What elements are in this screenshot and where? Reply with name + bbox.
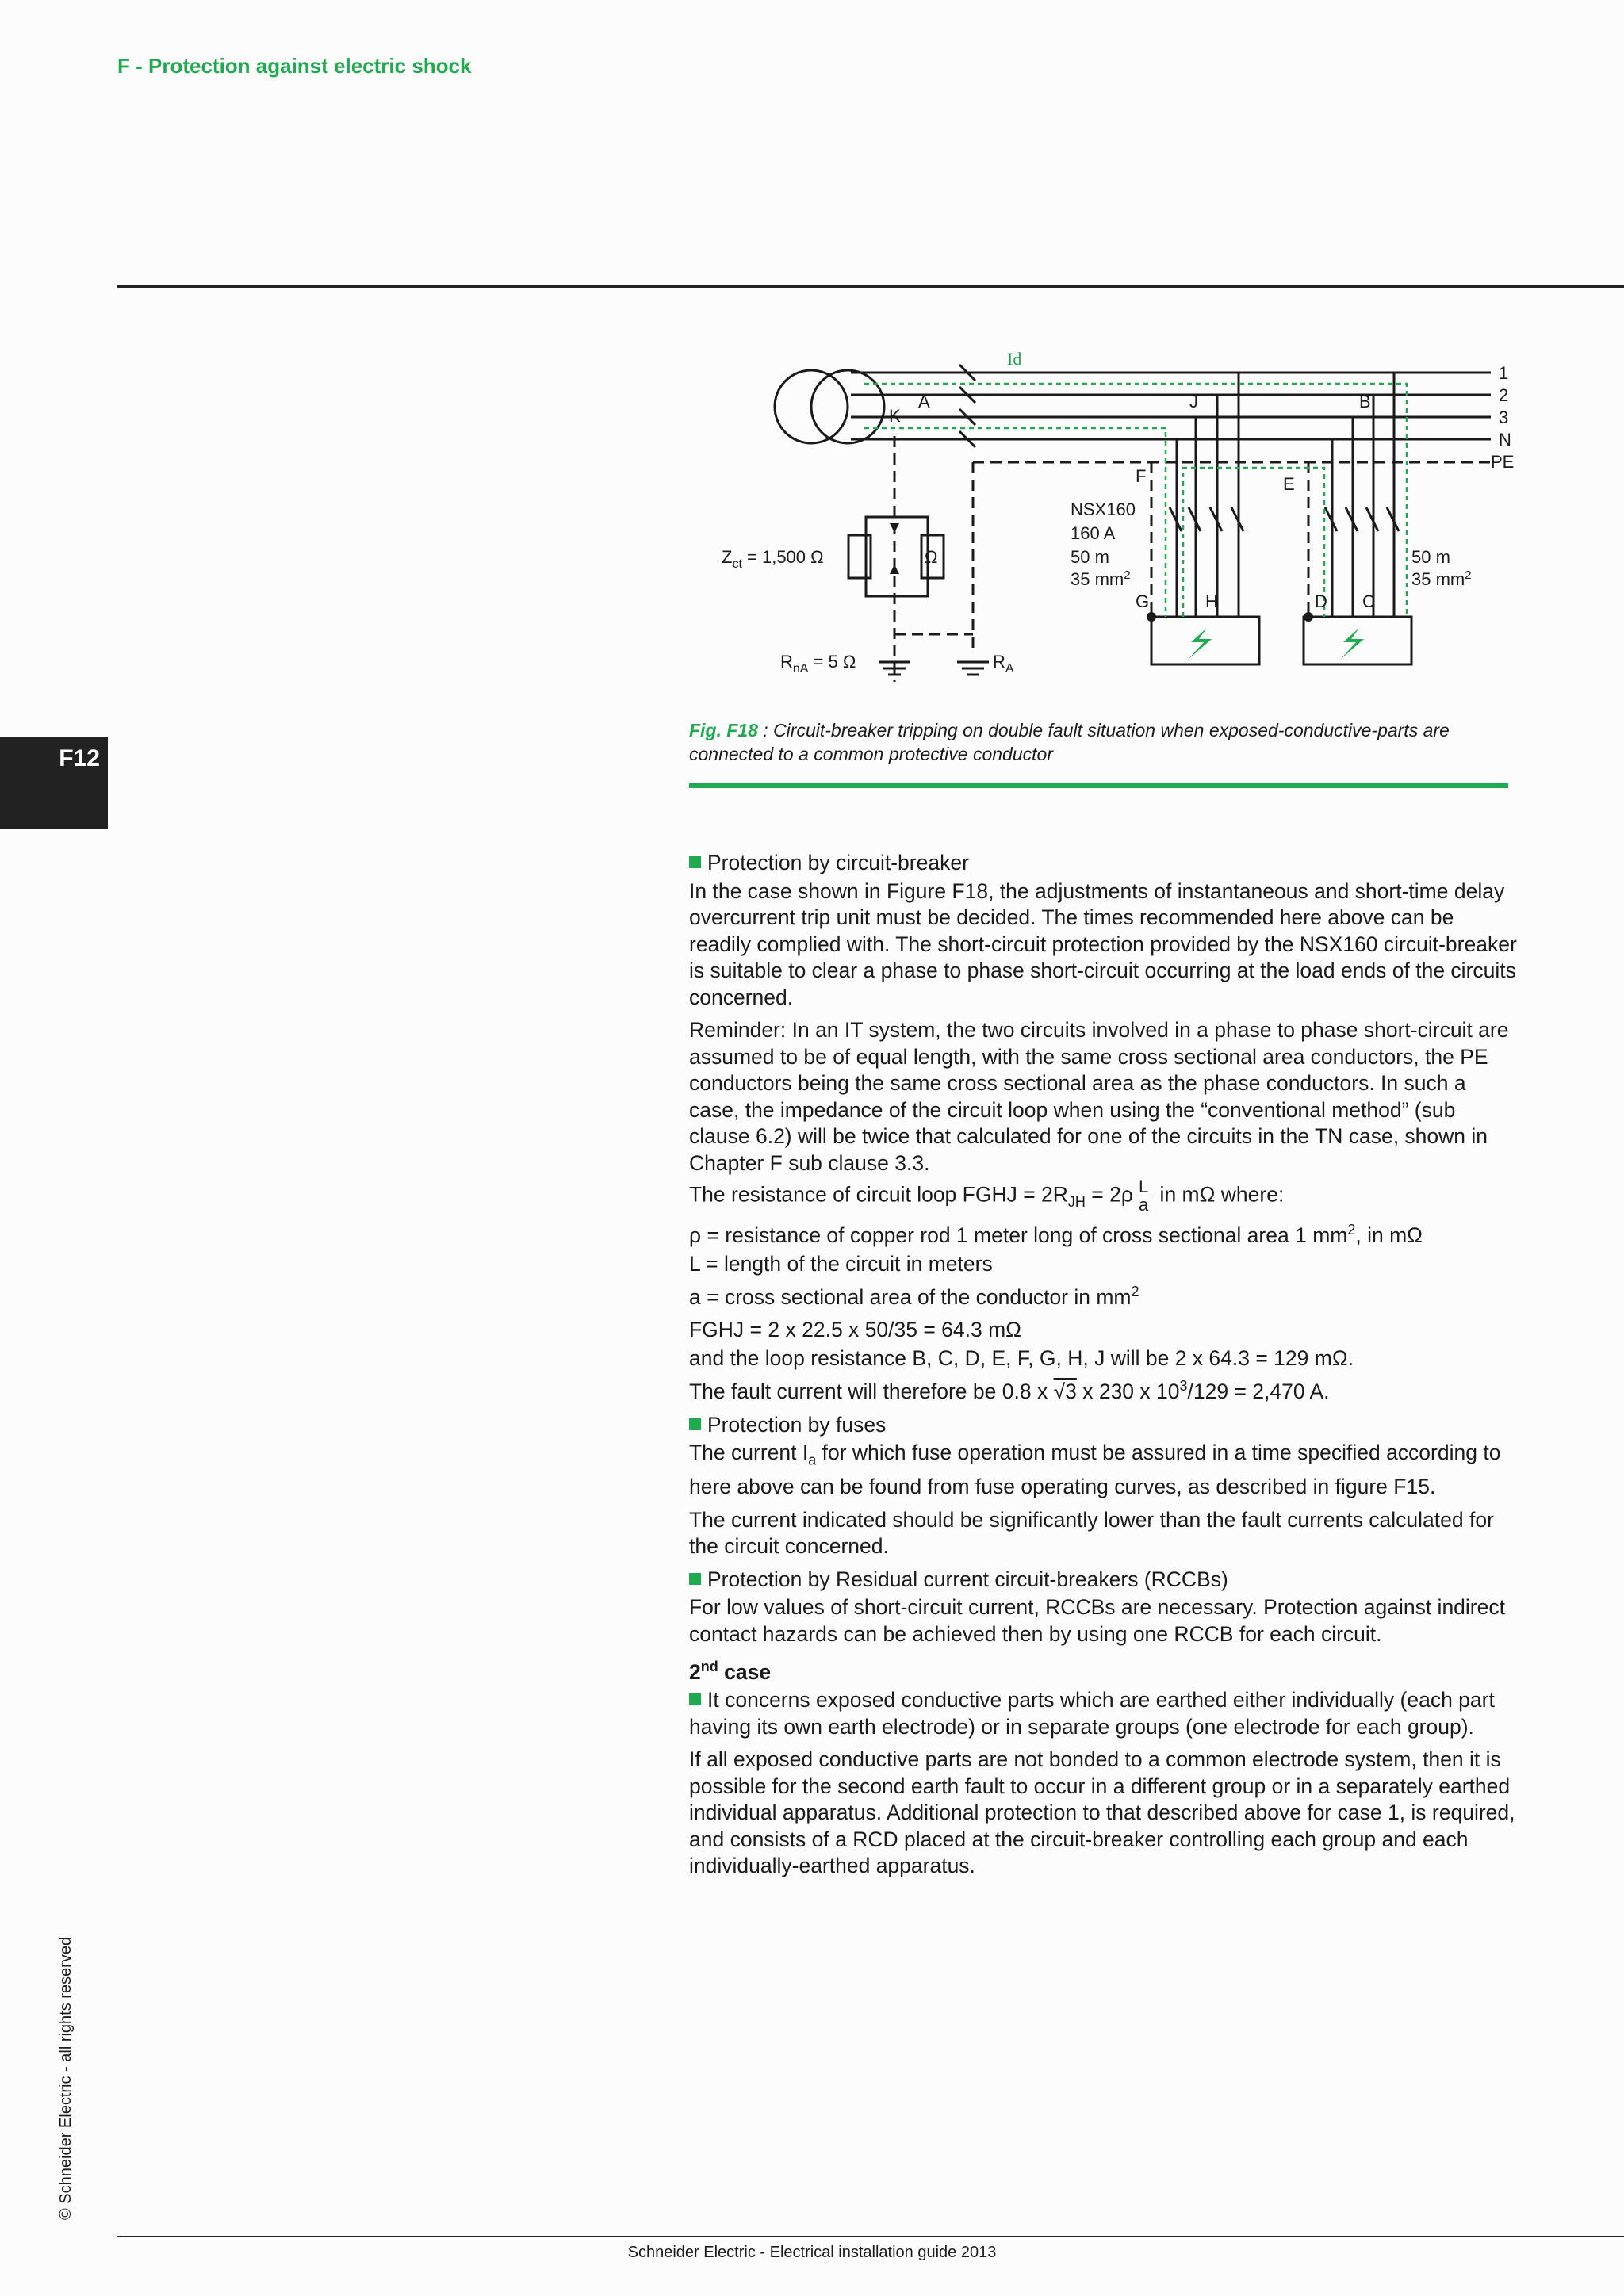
definition-rho: ρ = resistance of copper rod 1 meter long of cross sectional area 1 $mm^2$, in mΩ <box>689 1222 1423 1248</box>
fault-right-icon <box>1340 628 1364 660</box>
label-d: D <box>1315 591 1327 611</box>
paragraph-second-case: It concerns exposed conductive parts which are earthed either individually (each part having its own earth electrode) or in separate groups (one electrode for each group). <box>689 1688 1495 1739</box>
label-zct: $Z_{ct} = 1,500$ Ω <box>722 547 824 571</box>
arrow-down-icon <box>890 523 899 533</box>
heading-second-case: 2nd case <box>689 1659 772 1684</box>
page-tab-label: F12 <box>59 745 100 771</box>
page-tab <box>0 737 108 829</box>
paragraph-reminder: Reminder: In an IT system, the two circuits involved in a phase to phase short-circuit are assumed to be of equal length, with the same cross sectional area conductors, the PE conductors being the same cross sectional area as the phase conductors. In such a case, the impedance of the circuit loop when using the “conventional method” (sub clause 6.2) will be twice that calculated for one of the circuits in the TN case, shown in Chapter F sub clause 3.3. <box>689 1018 1509 1175</box>
paragraph-fuses-2: The current indicated should be significantly lower than the fault currents calculated for the circuit concerned. <box>689 1507 1494 1559</box>
zct-impedance-box <box>866 517 928 596</box>
label-h: H <box>1205 591 1218 611</box>
label-k: K <box>889 406 901 426</box>
label-ra: $R_A$ <box>993 652 1014 675</box>
label-csa-right: 35 $mm^2$ <box>1411 568 1472 589</box>
bullet-icon <box>689 1693 701 1705</box>
label-id: Id <box>1007 349 1022 369</box>
formula-fraction: $\frac{L}{a}$ <box>1136 1178 1151 1214</box>
section-heading-rccb: Protection by Residual current circuit-breakers (RCCBs) <box>689 1567 1518 1594</box>
definition-a: a = cross sectional area of the conductor in $mm^2$ <box>689 1284 1139 1309</box>
footer-divider <box>117 2236 1624 2237</box>
fault-current-path <box>864 384 1407 617</box>
figure-caption <box>689 718 1514 766</box>
formula-loop-resistance: The resistance of circuit loop FGHJ = $2R_{JH} = 2\rho$ $\frac{L}{a}$ in mΩ where: <box>689 1177 1285 1215</box>
label-line-n: N <box>1499 430 1511 450</box>
figure-f18-diagram <box>698 349 1515 682</box>
paragraph-fuses: The current $I_a$ for which fuse operation must be assured in a time specified according to here above can be found from fuse operating curves, as described in figure F15. <box>689 1441 1501 1499</box>
label-f: F <box>1136 466 1147 486</box>
label-e: E <box>1283 474 1295 494</box>
label-breaker-type: NSX160 <box>1071 499 1136 519</box>
paragraph-second-case-2: If all exposed conductive parts are not bonded to a common electrode system, then it is possible for the second earth fault to occur in a different group or in a separately earthed individual apparatus. Additional protection to that described above for case 1, is required, and consists of a RCD placed at the circuit-breaker controlling each group and each individually-earthed apparatus. <box>689 1747 1515 1878</box>
label-csa-left: 35 $mm^2$ <box>1071 568 1131 589</box>
junction-g <box>1147 612 1156 622</box>
footer-text: Schneider Electric - Electrical installation guide 2013 <box>627 2244 997 2261</box>
section-heading-circuit-breaker: Protection by circuit-breaker <box>689 850 1518 877</box>
label-g: G <box>1136 591 1150 611</box>
definition-l: L = length of the circuit in meters <box>689 1251 993 1276</box>
label-j: J <box>1189 392 1198 411</box>
label-length-left: 50 m <box>1071 547 1109 567</box>
label-a: A <box>918 392 930 411</box>
arrow-up-icon <box>890 564 899 574</box>
label-line-1: 1 <box>1499 363 1509 383</box>
label-c: C <box>1362 591 1375 611</box>
section-heading-fuses: Protection by fuses <box>689 1412 1518 1439</box>
header-divider <box>117 285 1624 288</box>
label-line-pe: PE <box>1491 452 1515 472</box>
bullet-icon <box>689 856 701 868</box>
paragraph-rccb: For low values of short-circuit current, RCCBs are necessary. Protection against indirect contact hazards can be achieved then by using one RCCB for each circuit. <box>689 1595 1505 1646</box>
caption-divider <box>689 783 1508 788</box>
figure-caption-number: Fig. F18 <box>689 720 758 740</box>
fault-left-icon <box>1188 628 1212 660</box>
label-length-right: 50 m <box>1411 547 1450 567</box>
label-breaker-rating: 160 A <box>1071 523 1116 543</box>
body-text <box>689 850 1518 1886</box>
label-line-3: 3 <box>1499 408 1509 427</box>
junction-d <box>1304 612 1313 622</box>
bullet-icon <box>689 1573 701 1585</box>
formula-loop-total: and the loop resistance B, C, D, E, F, G, H, J will be 2 x 64.3 = 129 mΩ. <box>689 1345 1354 1370</box>
label-line-2: 2 <box>1499 385 1509 405</box>
label-rna: $R_{nA} = 5$ Ω <box>780 652 856 675</box>
label-b: B <box>1359 392 1371 411</box>
paragraph-circuit-breaker: In the case shown in Figure F18, the adjustments of instantaneous and short-time delay overcurrent trip unit must be decided. The times recommended here above can be readily complied with. The short-circuit protection provided by the NSX160 circuit-breaker is suitable to clear a phase to phase short-circuit occurring at the load ends of the circuits concerned. <box>689 878 1517 1009</box>
formula-fault-current: The fault current will therefore be 0.8 x √3 x 230 x $10^3/129 = 2,470$ A. <box>689 1378 1330 1404</box>
figure-caption-text: : Circuit-breaker tripping on double fault situation when exposed-conductive-parts are connected to a common protective conductor <box>689 720 1450 764</box>
page-header-title: F - Protection against electric shock <box>117 54 472 78</box>
label-omega: Ω <box>925 547 938 567</box>
formula-fghj: FGHJ = 2 x 22.5 x 50/35 = 64.3 mΩ <box>689 1318 1021 1342</box>
copyright-notice: © Schneider Electric - all rights reserved <box>57 1936 75 2220</box>
bullet-icon <box>689 1418 701 1430</box>
zct-resistor <box>848 535 871 578</box>
